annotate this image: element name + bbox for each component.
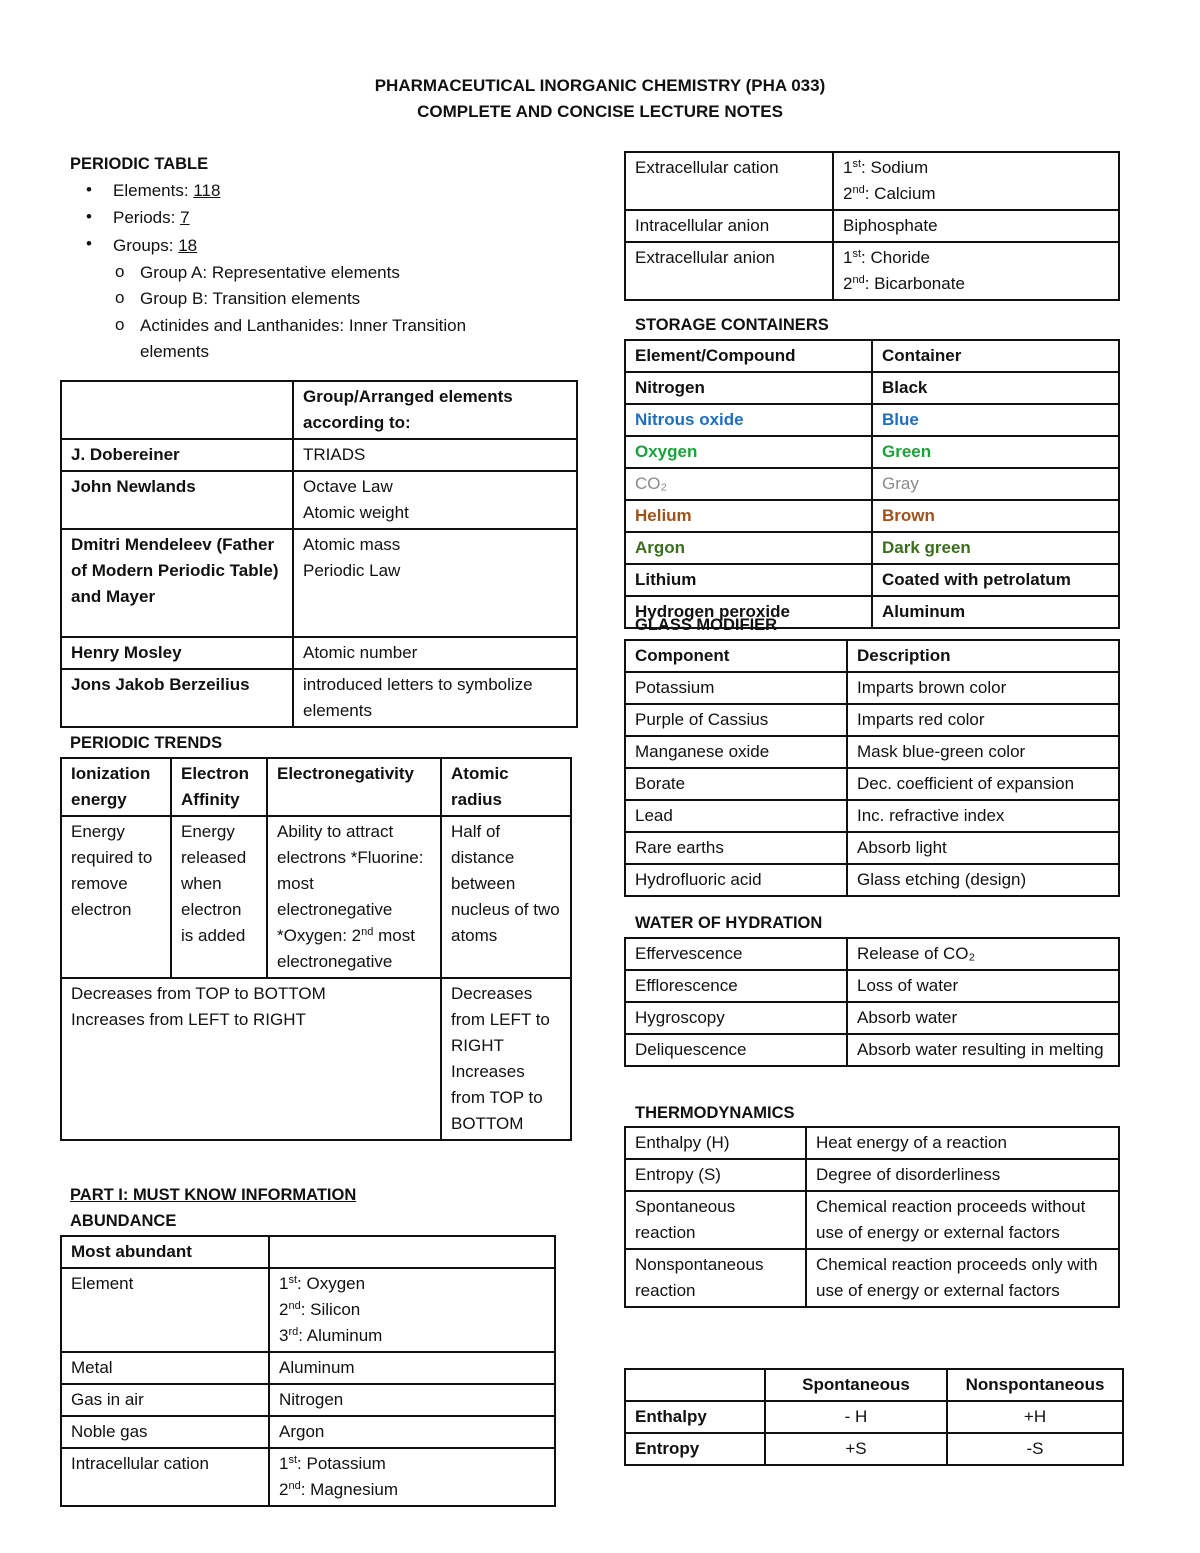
ion-label: Extracellular cation [625,152,833,210]
hydration-row [625,938,1119,970]
history-header: Group/Arranged elements according to: [293,381,577,439]
sub-bullet-group-b: Group B: Transition elements [140,289,361,308]
glass-row-label: Purple of Cassius [625,704,847,736]
trend-header: Electron Affinity [171,758,267,816]
sign-value: +H [947,1401,1123,1433]
abundance-header: Most abundant [61,1236,269,1268]
glass-row [625,768,1119,800]
sub-bullet-icon: o [115,288,125,307]
glass-row [625,672,1119,704]
storage-row-label: Argon [625,532,872,564]
bullet-dot-icon: • [86,180,92,199]
hydration-heading: WATER OF HYDRATION [635,914,823,932]
thermo-row-value: Heat energy of a reaction [806,1127,1119,1159]
storage-heading: STORAGE CONTAINERS [635,316,829,334]
storage-row-value: Black [872,372,1119,404]
storage-row-value: Blue [872,404,1119,436]
hydration-row-label: Efflorescence [625,970,847,1002]
ions-table [624,151,1120,301]
glass-row-value: Dec. coefficient of expansion [847,768,1119,800]
history-name: Dmitri Mendeleev (Father of Modern Periodic Table) and Mayer [61,529,293,637]
part1-heading: PART I: MUST KNOW INFORMATION [70,1186,357,1204]
hydration-row-value: Absorb water [847,1002,1119,1034]
history-value: introduced letters to symbolize elements [293,669,577,727]
glass-row-label: Manganese oxide [625,736,847,768]
trend-def: Energy released when electron is added [171,816,267,978]
trend-def: Half of distance between nucleus of two atoms [441,816,571,978]
sub-bullet-group-a: Group A: Representative elements [140,263,400,282]
thermo-heading: THERMODYNAMICS [635,1104,795,1122]
storage-row-label: Nitrous oxide [625,404,872,436]
storage-row-value: Green [872,436,1119,468]
storage-row-label: Hydrogen peroxide [625,596,872,628]
hydration-row-value: Loss of water [847,970,1119,1002]
history-value: Atomic number [293,637,577,669]
glass-row-label: Hydrofluoric acid [625,864,847,896]
storage-row-value: Aluminum [872,596,1119,628]
abundance-label: Metal [61,1352,269,1384]
hydration-row-value: Absorb water resulting in melting [847,1034,1119,1066]
trend-header: Electronegativity [267,758,441,816]
abundance-heading: ABUNDANCE [70,1212,177,1230]
history-value: Atomic mass Periodic Law [293,529,577,637]
trend-header: Ionization energy [61,758,171,816]
doc-title-line1: PHARMACEUTICAL INORGANIC CHEMISTRY (PHA 033) [374,76,826,95]
thermo-row-value: Chemical reaction proceeds without use of energy or external factors [806,1191,1119,1249]
thermo-table [624,1126,1120,1308]
history-value: Octave Law Atomic weight [293,471,577,529]
storage-row-label: Nitrogen [625,372,872,404]
sign-table [624,1368,1124,1466]
hydration-row-label: Deliquescence [625,1034,847,1066]
sub-bullet-actinides-cont: elements [140,342,209,361]
periodic-trends-heading: PERIODIC TRENDS [70,734,223,752]
glass-row-value: Absorb light [847,832,1119,864]
glass-row [625,864,1119,896]
storage-row [625,404,1119,436]
thermo-row-label: Spontaneous reaction [625,1191,806,1249]
trend-direction-radius: Decreases from LEFT to RIGHT Increases from TOP to BOTTOM [441,978,571,1140]
abundance-label: Noble gas [61,1416,269,1448]
storage-row [625,500,1119,532]
glass-row-label: Lead [625,800,847,832]
sign-value: - H [765,1401,947,1433]
ion-value: 1st: Choride 2nd: Bicarbonate [833,242,1119,300]
storage-row-label: Lithium [625,564,872,596]
ion-value: 1st: Sodium 2nd: Calcium [833,152,1119,210]
trend-direction: Decreases from TOP to BOTTOM Increases from LEFT to RIGHT [61,978,441,1140]
glass-heading: GLASS MODIFIER [635,616,778,634]
glass-row-value: Imparts brown color [847,672,1119,704]
glass-row-label: Borate [625,768,847,800]
abundance-label: Gas in air [61,1384,269,1416]
trend-def: Energy required to remove electron [61,816,171,978]
storage-row-value: Dark green [872,532,1119,564]
hydration-row-label: Hygroscopy [625,1002,847,1034]
sign-label: Enthalpy [625,1401,765,1433]
thermo-row-value: Degree of disorderliness [806,1159,1119,1191]
storage-header: Element/Compound [625,340,872,372]
storage-row [625,372,1119,404]
thermo-row [625,1249,1119,1307]
glass-header: Description [847,640,1119,672]
abundance-value: Nitrogen [269,1384,555,1416]
thermo-row [625,1127,1119,1159]
ion-label: Intracellular anion [625,210,833,242]
abundance-value: Aluminum [269,1352,555,1384]
glass-row-value: Glass etching (design) [847,864,1119,896]
glass-row [625,800,1119,832]
thermo-row-label: Nonspontaneous reaction [625,1249,806,1307]
sign-header: Spontaneous [765,1369,947,1401]
glass-row [625,736,1119,768]
storage-row [625,468,1119,500]
storage-header: Container [872,340,1119,372]
hydration-row [625,970,1119,1002]
trend-header: Atomic radius [441,758,571,816]
storage-row-label: Helium [625,500,872,532]
abundance-value: 1st: Potassium 2nd: Magnesium [269,1448,555,1506]
thermo-row [625,1191,1119,1249]
glass-header: Component [625,640,847,672]
abundance-table [60,1235,556,1507]
storage-row-value: Coated with petrolatum [872,564,1119,596]
bullet-groups: Groups: 18 [113,236,198,255]
hydration-row [625,1034,1119,1066]
history-table [60,380,578,728]
trends-table [60,757,572,1141]
abundance-label: Intracellular cation [61,1448,269,1506]
hydration-row-label: Effervescence [625,938,847,970]
abundance-value: Argon [269,1416,555,1448]
sub-bullet-actinides: Actinides and Lanthanides: Inner Transition [140,316,467,335]
thermo-row [625,1159,1119,1191]
glass-row [625,832,1119,864]
history-name: Jons Jakob Berzeilius [61,669,293,727]
history-value: TRIADS [293,439,577,471]
glass-row-label: Potassium [625,672,847,704]
periodic-table-heading: PERIODIC TABLE [70,155,209,173]
bullet-dot-icon: • [86,234,92,253]
hydration-table [624,937,1120,1067]
sign-value: -S [947,1433,1123,1465]
trend-def-electronegativity: Ability to attract electrons *Fluorine: most electronegative *Oxygen: 2nd most electronegative [267,816,441,978]
storage-row [625,436,1119,468]
glass-row-value: Mask blue-green color [847,736,1119,768]
storage-row-label: CO₂ [625,468,872,500]
history-name: Henry Mosley [61,637,293,669]
sign-label: Entropy [625,1433,765,1465]
storage-table [624,339,1120,629]
hydration-row-value: Release of CO₂ [847,938,1119,970]
history-name: J. Dobereiner [61,439,293,471]
glass-row [625,704,1119,736]
history-name: John Newlands [61,471,293,529]
storage-row [625,532,1119,564]
hydration-row [625,1002,1119,1034]
sub-bullet-icon: o [115,262,125,281]
glass-table [624,639,1120,897]
glass-row-label: Rare earths [625,832,847,864]
doc-title-line2: COMPLETE AND CONCISE LECTURE NOTES [417,102,783,121]
thermo-row-label: Entropy (S) [625,1159,806,1191]
ion-label: Extracellular anion [625,242,833,300]
abundance-label: Element [61,1268,269,1352]
storage-row-value: Gray [872,468,1119,500]
sub-bullet-icon: o [115,315,125,334]
thermo-row-label: Enthalpy (H) [625,1127,806,1159]
abundance-value: 1st: Oxygen 2nd: Silicon 3rd: Aluminum [269,1268,555,1352]
thermo-row-value: Chemical reaction proceeds only with use of energy or external factors [806,1249,1119,1307]
bullet-periods: Periods: 7 [113,208,190,227]
storage-row-value: Brown [872,500,1119,532]
ion-value: Biphosphate [833,210,1119,242]
sign-header: Nonspontaneous [947,1369,1123,1401]
glass-row-value: Inc. refractive index [847,800,1119,832]
bullet-dot-icon: • [86,207,92,226]
sign-value: +S [765,1433,947,1465]
glass-row-value: Imparts red color [847,704,1119,736]
storage-row [625,564,1119,596]
bullet-elements: Elements: 118 [113,181,221,200]
storage-row-label: Oxygen [625,436,872,468]
